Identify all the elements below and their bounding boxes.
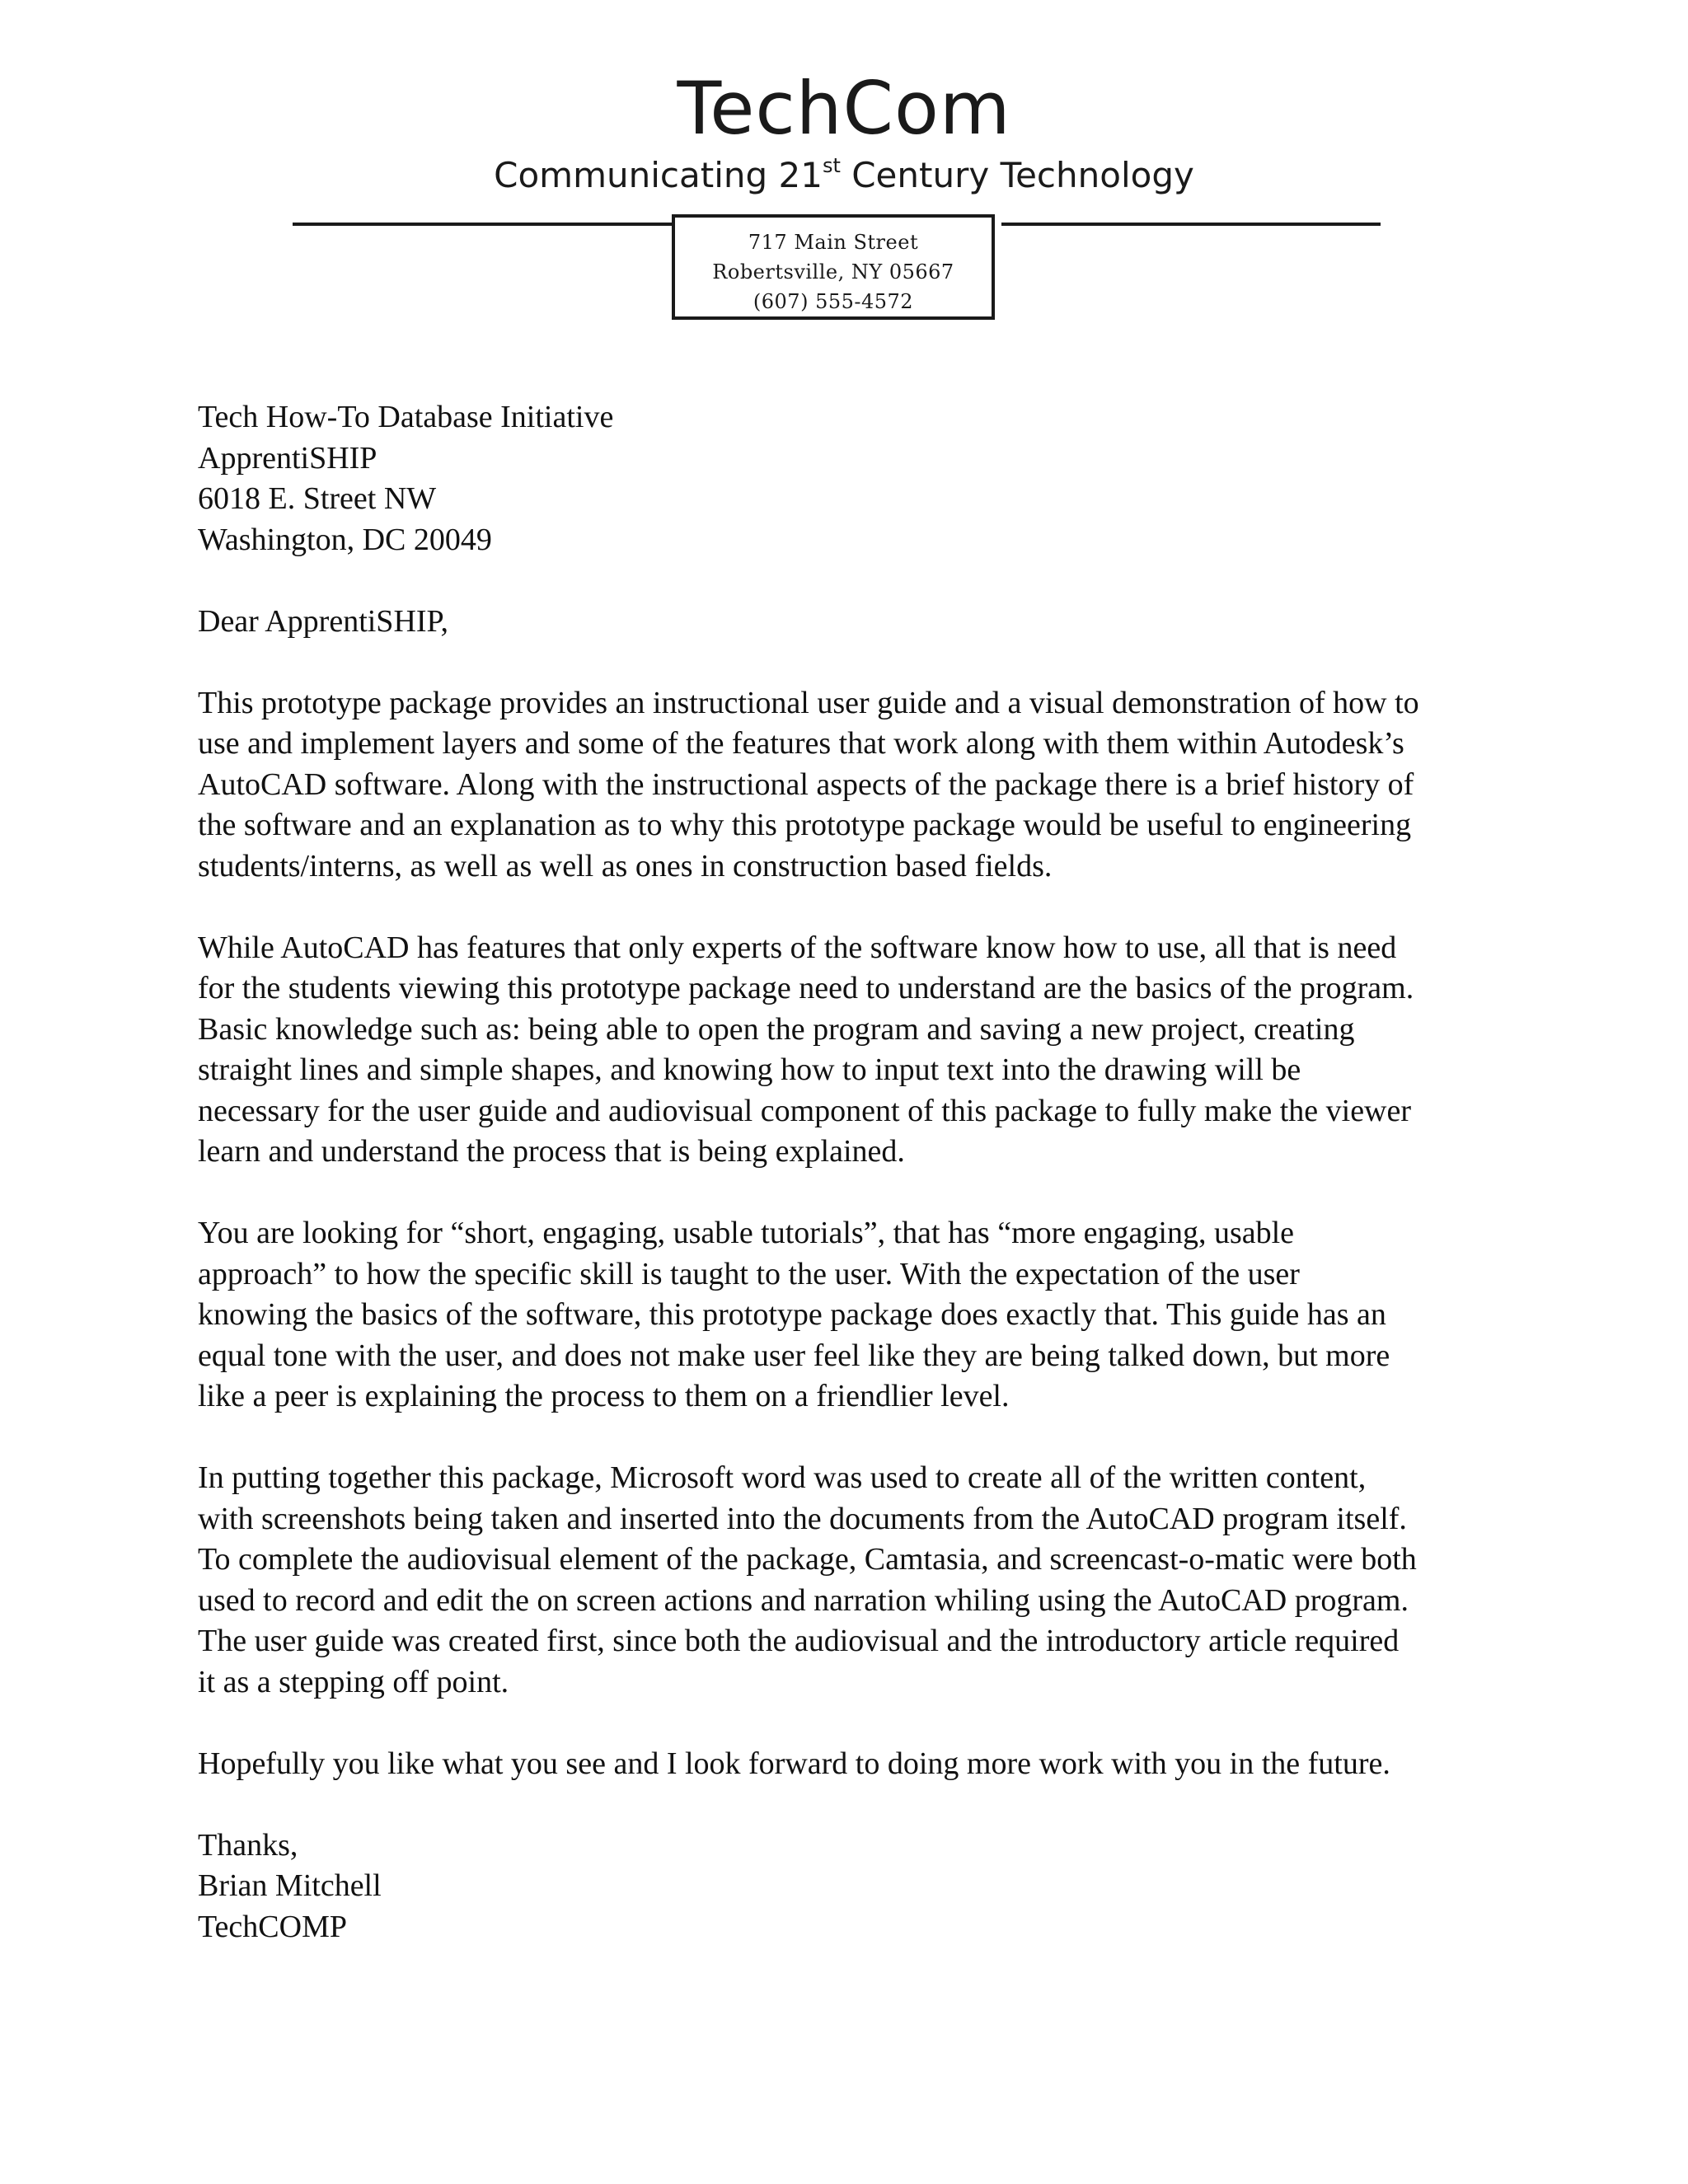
company-tagline bbox=[0, 154, 1688, 195]
paragraph-line: it as a stepping off point. bbox=[198, 1664, 509, 1699]
recipient-line: Washington, DC 20049 bbox=[198, 522, 492, 557]
paragraph-line: learn and understand the process that is being explained. bbox=[198, 1134, 905, 1169]
paragraph-line: In putting together this package, Microsoft word was used to create all of the written content, bbox=[198, 1460, 1367, 1495]
paragraph-line: The user guide was created first, since both the audiovisual and the introductory article required bbox=[198, 1624, 1400, 1658]
paragraph-line: Basic knowledge such as: being able to open the program and saving a new project, creating bbox=[198, 1011, 1355, 1047]
tagline-superscript: st bbox=[822, 154, 841, 177]
paragraph-line: used to record and edit the on screen actions and narration whiling using the AutoCAD program. bbox=[198, 1582, 1409, 1618]
closing-block bbox=[198, 1825, 1517, 1948]
paragraph-line: This prototype package provides an instructional user guide and a visual demonstration of how to bbox=[198, 685, 1419, 720]
recipient-block bbox=[198, 397, 1517, 560]
address-box bbox=[672, 214, 995, 320]
paragraph-line: for the students viewing this prototype package need to understand are the basics of the program. bbox=[198, 971, 1414, 1005]
paragraph-line: necessary for the user guide and audiovisual component of this package to fully make the viewer bbox=[198, 1093, 1412, 1128]
salutation-text: Dear ApprentiSHIP, bbox=[198, 603, 448, 639]
body-paragraph-4 bbox=[198, 1458, 1517, 1703]
paragraph-line: use and implement layers and some of the features that work along with them within Autodesk’s bbox=[198, 726, 1404, 761]
recipient-line: ApprentiSHIP bbox=[198, 440, 377, 476]
paragraph-line: like a peer is explaining the process to them on a friendlier level. bbox=[198, 1379, 1010, 1413]
paragraph-line: To complete the audiovisual element of the package, Camtasia, and screencast-o-matic were both bbox=[198, 1542, 1417, 1577]
paragraph-line: straight lines and simple shapes, and knowing how to input text into the drawing will be bbox=[198, 1052, 1301, 1087]
paragraph-line: approach” to how the specific skill is taught to the user. With the expectation of the user bbox=[198, 1256, 1300, 1291]
body-paragraph-5 bbox=[198, 1744, 1517, 1785]
letter-body bbox=[198, 397, 1517, 1989]
paragraph-line: AutoCAD software. Along with the instructional aspects of the package there is a brief history of bbox=[198, 766, 1414, 802]
body-paragraph-2 bbox=[198, 928, 1517, 1173]
paragraph-line: You are looking for “short, engaging, usable tutorials”, that has “more engaging, usable bbox=[198, 1216, 1295, 1250]
paragraph-line: the software and an explanation as to why this prototype package would be useful to engineering bbox=[198, 808, 1412, 842]
letterhead-rule-left bbox=[293, 223, 672, 226]
address-phone: (607) 555-4572 bbox=[753, 290, 914, 313]
signer-name: Brian Mitchell bbox=[198, 1868, 382, 1903]
address-street: 717 Main Street bbox=[748, 231, 919, 254]
letterhead-rule-right bbox=[1001, 223, 1381, 226]
paragraph-line: equal tone with the user, and does not make user feel like they are being talked down, but more bbox=[198, 1338, 1390, 1373]
body-paragraph-1 bbox=[198, 683, 1517, 888]
body-paragraph-3 bbox=[198, 1213, 1517, 1418]
company-name: TechCom bbox=[677, 66, 1011, 151]
signer-company: TechCOMP bbox=[198, 1909, 348, 1944]
paragraph-line: with screenshots being taken and inserted into the documents from the AutoCAD program itself. bbox=[198, 1501, 1407, 1536]
tagline-part-1: Communicating 21 bbox=[494, 155, 823, 195]
paragraph-line: While AutoCAD has features that only experts of the software know how to use, all that is need bbox=[198, 930, 1397, 965]
paragraph-line: students/interns, as well as well as ones in construction based fields. bbox=[198, 848, 1053, 883]
salutation bbox=[198, 602, 1517, 643]
paragraph-line: knowing the basics of the software, this prototype package does exactly that. This guide has an bbox=[198, 1297, 1386, 1332]
paragraph-line: Hopefully you like what you see and I look forward to doing more work with you in the future. bbox=[198, 1746, 1390, 1781]
recipient-line: Tech How-To Database Initiative bbox=[198, 400, 614, 434]
closing-line: Thanks, bbox=[198, 1827, 298, 1863]
recipient-line: 6018 E. Street NW bbox=[198, 481, 437, 516]
tagline-part-2: Century Technology bbox=[840, 155, 1194, 195]
letterhead bbox=[0, 0, 1688, 346]
address-city: Robertsville, NY 05667 bbox=[712, 260, 954, 284]
